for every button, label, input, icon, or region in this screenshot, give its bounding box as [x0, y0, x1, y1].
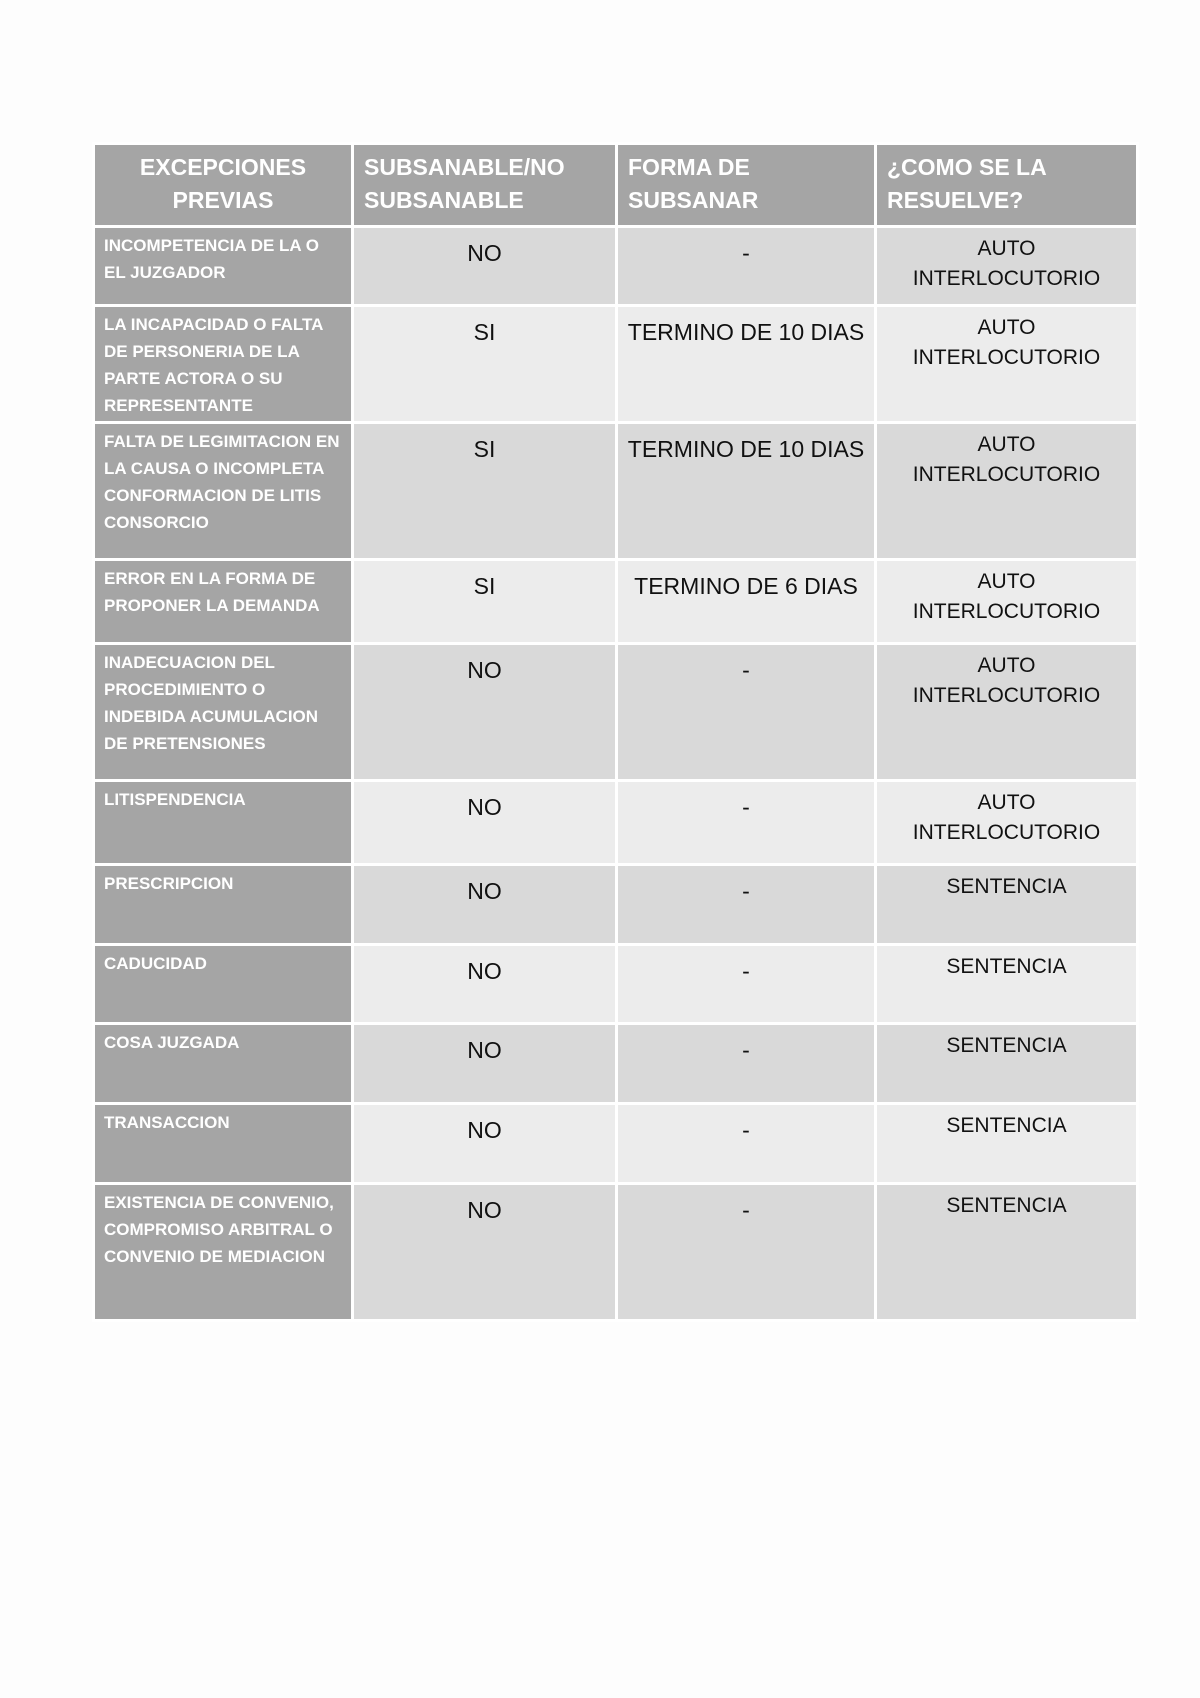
resuelve-cell: SENTENCIA: [876, 865, 1138, 945]
excepcion-cell: EXISTENCIA DE CONVENIO, COMPROMISO ARBITRAL O CONVENIO DE MEDIACION: [94, 1184, 353, 1321]
resuelve-cell: SENTENCIA: [876, 1024, 1138, 1104]
subsanable-cell: NO: [353, 227, 617, 306]
table-row: [94, 1184, 1138, 1321]
table-row: [94, 1104, 1138, 1184]
resuelve-cell: AUTO INTERLOCUTORIO: [876, 781, 1138, 865]
table-row: [94, 1024, 1138, 1104]
table-header-row: [94, 144, 1138, 227]
excepcion-cell: PRESCRIPCION: [94, 865, 353, 945]
subsanable-cell: SI: [353, 423, 617, 560]
subsanable-cell: NO: [353, 865, 617, 945]
exceptions-table: [92, 142, 1139, 1322]
forma-cell: -: [617, 1184, 876, 1321]
header-subsanable: SUBSANABLE/NO SUBSANABLE: [353, 144, 617, 227]
excepcion-cell: LA INCAPACIDAD O FALTA DE PERSONERIA DE LA PARTE ACTORA O SU REPRESENTANTE: [94, 306, 353, 423]
forma-cell: -: [617, 227, 876, 306]
resuelve-cell: SENTENCIA: [876, 1104, 1138, 1184]
resuelve-cell: AUTO INTERLOCUTORIO: [876, 560, 1138, 644]
subsanable-cell: NO: [353, 781, 617, 865]
table-row: [94, 423, 1138, 560]
subsanable-cell: NO: [353, 1024, 617, 1104]
subsanable-cell: NO: [353, 945, 617, 1024]
excepcion-cell: CADUCIDAD: [94, 945, 353, 1024]
excepcion-cell: INCOMPETENCIA DE LA O EL JUZGADOR: [94, 227, 353, 306]
resuelve-cell: AUTO INTERLOCUTORIO: [876, 423, 1138, 560]
table-row: [94, 227, 1138, 306]
forma-cell: -: [617, 1104, 876, 1184]
excepcion-cell: ERROR EN LA FORMA DE PROPONER LA DEMANDA: [94, 560, 353, 644]
subsanable-cell: NO: [353, 1184, 617, 1321]
forma-cell: -: [617, 644, 876, 781]
resuelve-cell: AUTO INTERLOCUTORIO: [876, 644, 1138, 781]
forma-cell: TERMINO DE 6 DIAS: [617, 560, 876, 644]
subsanable-cell: SI: [353, 560, 617, 644]
resuelve-cell: SENTENCIA: [876, 1184, 1138, 1321]
header-forma: FORMA DE SUBSANAR: [617, 144, 876, 227]
table-row: [94, 945, 1138, 1024]
excepcion-cell: INADECUACION DEL PROCEDIMIENTO O INDEBIDA ACUMULACION DE PRETENSIONES: [94, 644, 353, 781]
excepcion-cell: LITISPENDENCIA: [94, 781, 353, 865]
forma-cell: TERMINO DE 10 DIAS: [617, 306, 876, 423]
excepcion-cell: TRANSACCION: [94, 1104, 353, 1184]
header-resuelve: ¿COMO SE LA RESUELVE?: [876, 144, 1138, 227]
subsanable-cell: SI: [353, 306, 617, 423]
forma-cell: -: [617, 945, 876, 1024]
table-row: [94, 306, 1138, 423]
excepcion-cell: FALTA DE LEGIMITACION EN LA CAUSA O INCOMPLETA CONFORMACION DE LITIS CONSORCIO: [94, 423, 353, 560]
subsanable-cell: NO: [353, 644, 617, 781]
table-row: [94, 865, 1138, 945]
forma-cell: -: [617, 865, 876, 945]
resuelve-cell: AUTO INTERLOCUTORIO: [876, 227, 1138, 306]
table-row: [94, 560, 1138, 644]
resuelve-cell: AUTO INTERLOCUTORIO: [876, 306, 1138, 423]
forma-cell: -: [617, 781, 876, 865]
resuelve-cell: SENTENCIA: [876, 945, 1138, 1024]
excepcion-cell: COSA JUZGADA: [94, 1024, 353, 1104]
table-row: [94, 644, 1138, 781]
header-excepciones: EXCEPCIONES PREVIAS: [94, 144, 353, 227]
table-row: [94, 781, 1138, 865]
subsanable-cell: NO: [353, 1104, 617, 1184]
forma-cell: TERMINO DE 10 DIAS: [617, 423, 876, 560]
forma-cell: -: [617, 1024, 876, 1104]
